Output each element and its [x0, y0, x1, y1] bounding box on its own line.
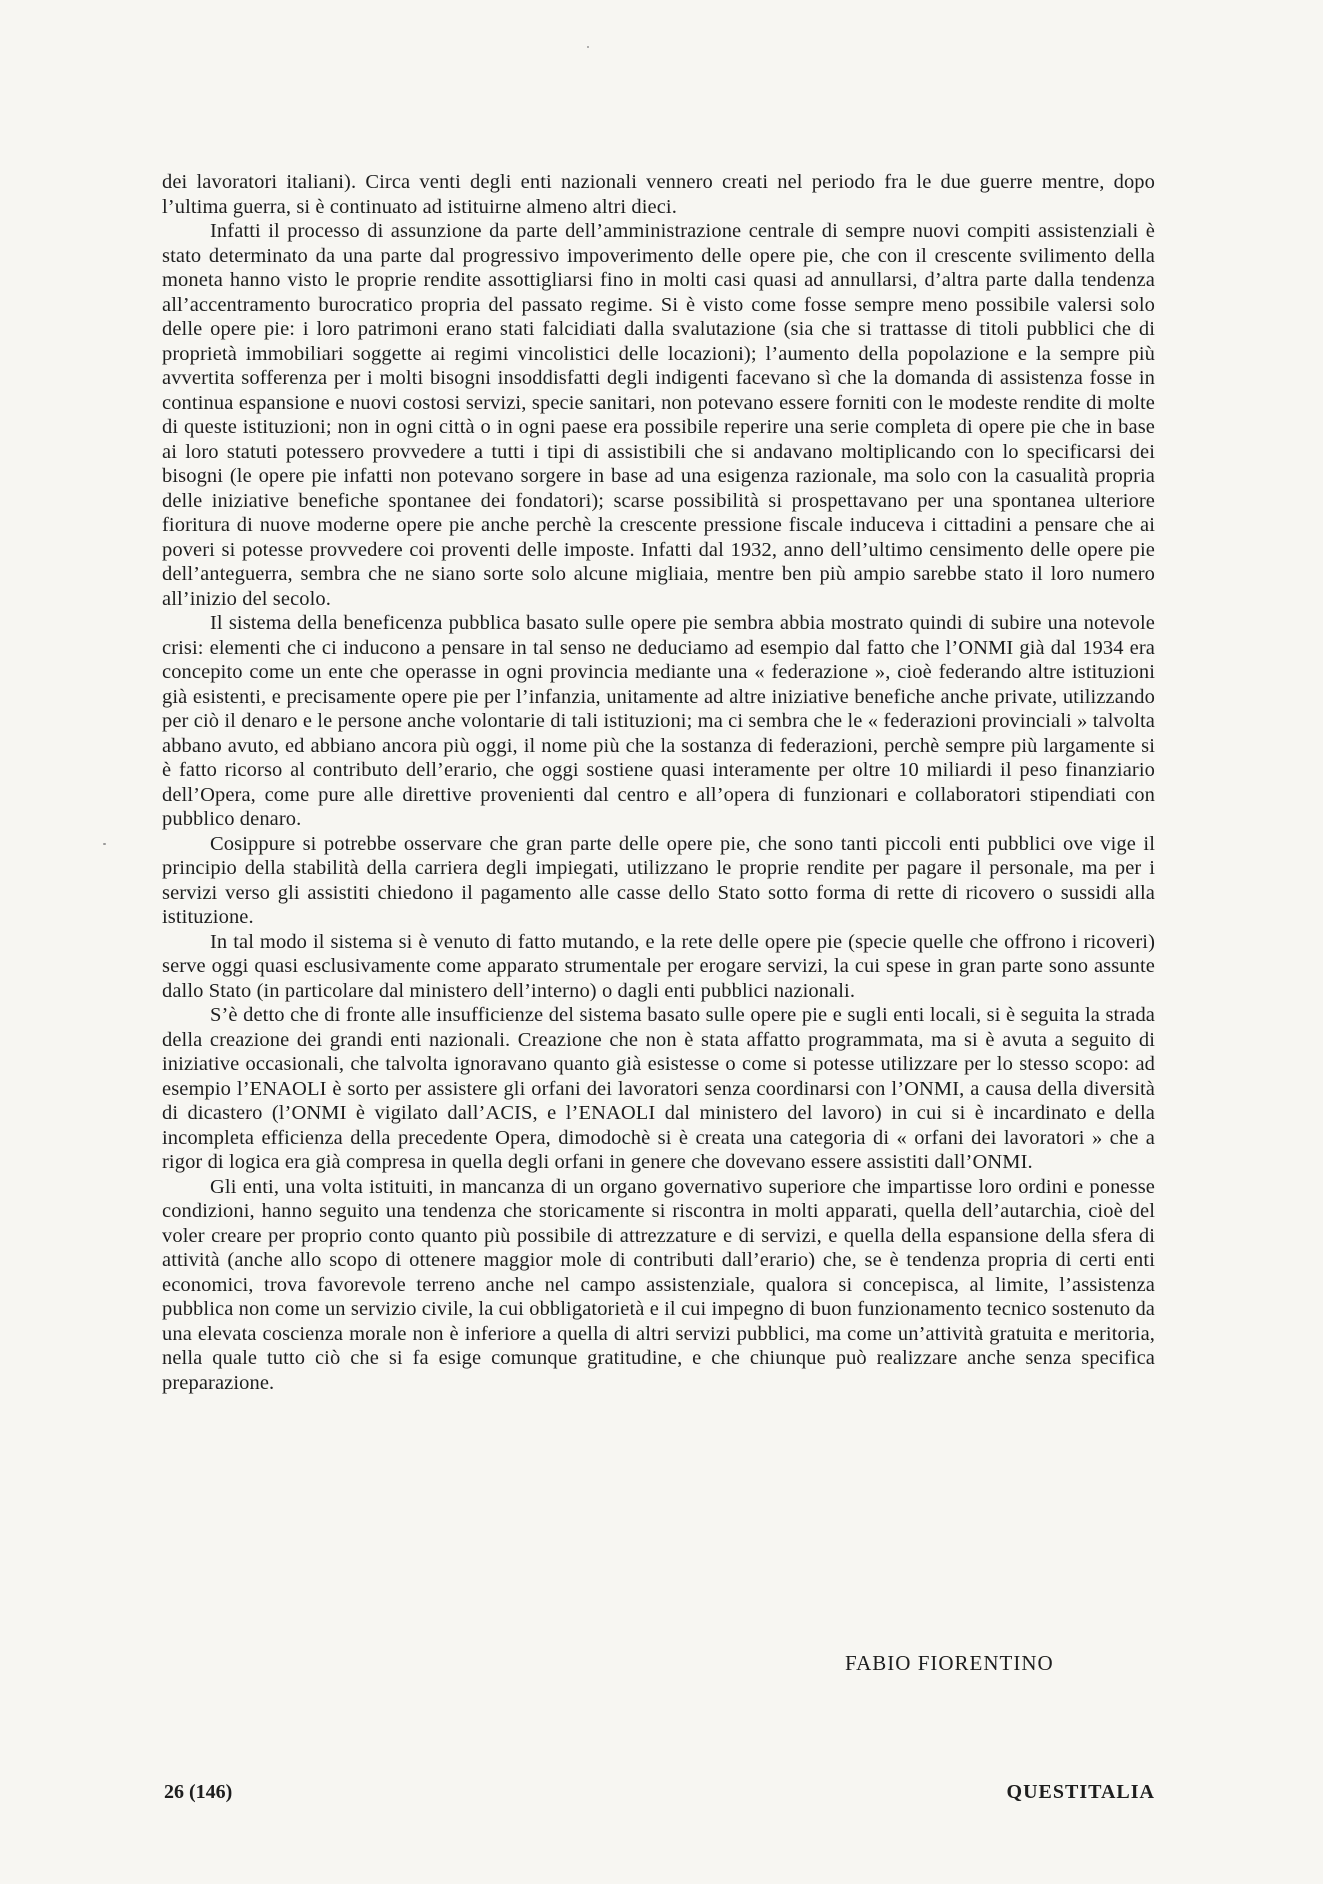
- paragraph: Infatti il processo di assunzione da parte dell’amministrazione centrale di sempre nuovi compiti assistenziali è stato determinato da una parte dal progressivo impoverimento delle opere pie, che con il crescente svilimento della moneta hanno visto le proprie rendite assottigliarsi fino in molti casi quasi ad annullarsi, d’altra parte dalla tendenza all’accentramento burocratico propria del passato regime. Si è visto come fosse sempre meno possibile valersi solo delle opere pie: i loro patrimoni erano stati falcidiati dalla svalutazione (sia che si trattasse di titoli pubblici che di proprietà immobiliari soggette ai regimi vincolistici delle locazioni); l’aumento della popolazione e la sempre più avvertita sofferenza per i molti bisogni insoddisfatti degli indigenti facevano sì che la domanda di assistenza fosse in continua espansione e nuovi costosi servizi, specie sanitari, non potevano essere forniti con le modeste rendite di molte di queste istituzioni; non in ogni città o in ogni paese era possibile reperire una serie completa di opere pie che in base ai loro statuti potessero provvedere a tutti i tipi di assistibili che si andavano moltiplicando con lo specificarsi dei bisogni (le opere pie infatti non potevano sorgere in base ad una esigenza razionale, ma solo con la casualità propria delle iniziative benefiche spontanee dei fondatori); scarse possibilità si prospettavano per una spontanea ulteriore fioritura di nuove moderne opere pie anche perchè la crescente pressione fiscale induceva i cittadini a pensare che ai poveri si potesse provvedere coi proventi delle imposte. Infatti dal 1932, anno dell’ultimo censimento delle opere pie dell’anteguerra, sembra che ne siano sorte solo alcune migliaia, mentre ben più ampio sarebbe stato il loro numero all’inizio del secolo.: [162, 220, 1155, 610]
- paragraph: dei lavoratori italiani). Circa venti degli enti nazionali vennero creati nel periodo fra le due guerre mentre, dopo l’ultima guerra, si è continuato ad istituirne almeno altri dieci.: [162, 171, 1155, 218]
- scan-speck: [103, 843, 106, 845]
- scan-speck: [587, 46, 589, 48]
- page-number: 26 (146): [164, 1781, 233, 1803]
- paragraph: S’è detto che di fronte alle insufficienze del sistema basato sulle opere pie e sugli enti locali, si è seguita la strada della creazione dei grandi enti nazionali. Creazione che non è stata affatto programmata, ma si è avuta a seguito di iniziative occasionali, che talvolta ignoravano quanto già esistesse o come si potesse utilizzare per lo stesso scopo: ad esempio l’ENAOLI è sorto per assistere gli orfani dei lavoratori senza coordinarsi con l’ONMI, a causa della diversità di dicastero (l’ONMI è vigilato dall’ACIS, e l’ENAOLI dal ministero del lavoro) in cui si è incardinato e della incompleta efficienza della precedente Opera, dimodochè si è creata una categoria di « orfani dei lavoratori » che a rigor di logica era già compresa in quella degli orfani in genere che dovevano essere assistiti dall’ONMI.: [162, 1004, 1155, 1173]
- paragraph: Cosippure si potrebbe osservare che gran parte delle opere pie, che sono tanti piccoli enti pubblici ove vige il principio della stabilità della carriera degli impiegati, utilizzano le proprie rendite per pagare il personale, ma per i servizi verso gli assistiti chiedono il pagamento alle casse dello Stato sotto forma di rette di ricovero o sussidi alla istituzione.: [162, 832, 1155, 928]
- paragraph: Il sistema della beneficenza pubblica basato sulle opere pie sembra abbia mostrato quindi di subire una notevole crisi: elementi che ci inducono a pensare in tal senso ne deduciamo ad esempio dal fatto che l’ONMI già dal 1934 era concepito come un ente che operasse in ogni provincia mediante una « federazione », cioè federando altre istituzioni già esistenti, e precisamente opere pie per l’infanzia, unitamente ad altre iniziative benefiche anche private, utilizzando per ciò il denaro e le persone anche volontarie di tali istituzioni; ma ci sembra che le « federazioni provinciali » talvolta abbano avuto, ed abbiano ancora più oggi, il nome più che la sostanza di federazioni, perchè sempre più largamente si è fatto ricorso al contributo dell’erario, che oggi sostiene quasi interamente per oltre 10 miliardi il peso finanziario dell’Opera, come pure alle direttive provenienti dal centro e all’opera di funzionari e collaboratori stipendiati con pubblico denaro.: [162, 612, 1155, 830]
- journal-name: QUESTITALIA: [1006, 1781, 1155, 1803]
- paragraph: Gli enti, una volta istituiti, in mancanza di un organo governativo superiore che impartisse loro ordini e ponesse condizioni, hanno seguito una tendenza che storicamente si riscontra in molti apparati, quella dell’autarchia, cioè del voler creare per proprio conto quanto più possibile di attrezzature e di servizi, e quella della espansione della sfera di attività (anche allo scopo di ottenere maggior mole di contributi dall’erario) che, se è tendenza propria di certi enti economici, trova favorevole terreno anche nel campo assistenziale, qualora si concepisca, al limite, l’assistenza pubblica non come un servizio civile, la cui obbligatorietà e il cui impegno di buon funzionamento tecnico sostenuto da una elevata coscienza morale non è inferiore a quella di altri servizi pubblici, ma come un’attività gratuita e meritoria, nella quale tutto ciò che si fa esige comunque gratitudine, e che chiunque può realizzare anche senza specifica preparazione.: [162, 1175, 1155, 1394]
- paragraph: In tal modo il sistema si è venuto di fatto mutando, e la rete delle opere pie (specie quelle che offrono i ricoveri) serve oggi quasi esclusivamente come apparato strumentale per erogare servizi, la cui spese in gran parte sono assunte dallo Stato (in particolare dal ministero dell’interno) o dagli enti pubblici nazionali.: [162, 930, 1155, 1002]
- article-body: [162, 170, 1155, 1395]
- author-signature: FABIO FIORENTINO: [845, 1651, 1054, 1675]
